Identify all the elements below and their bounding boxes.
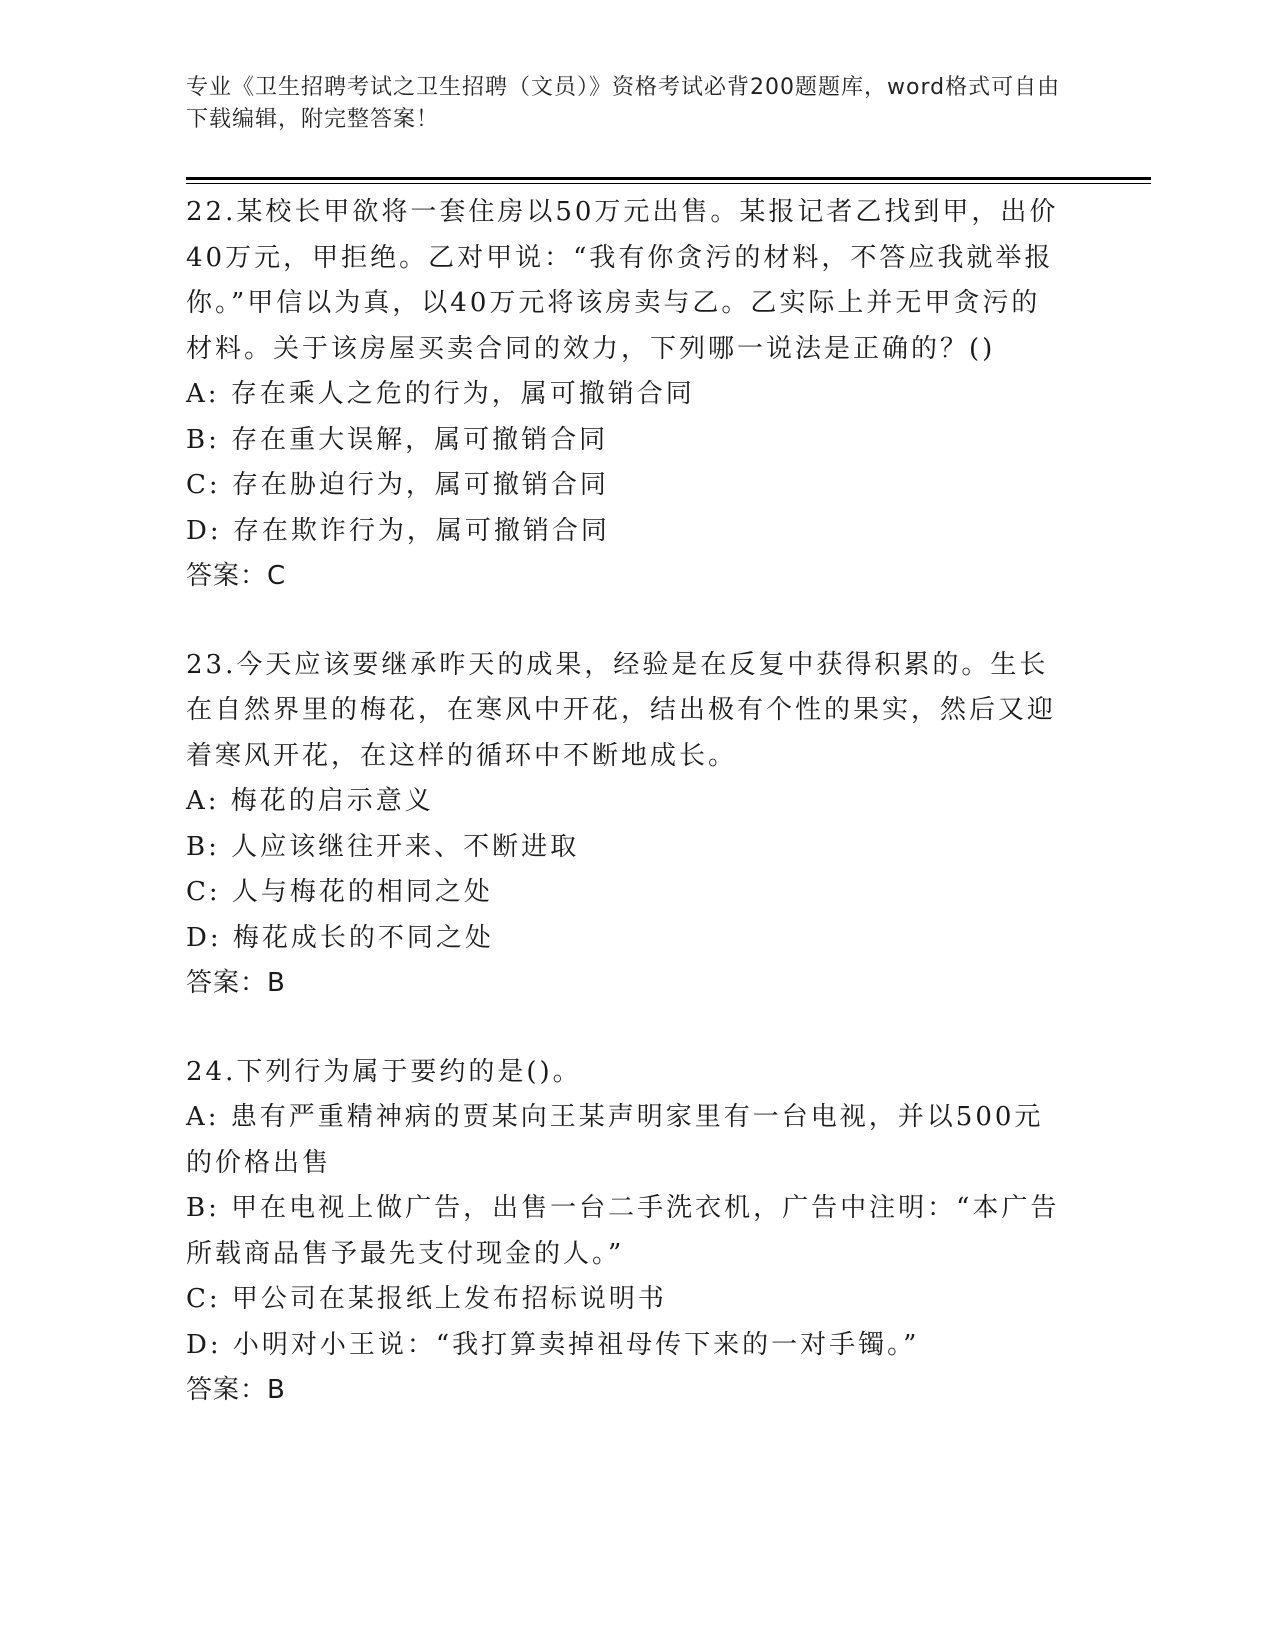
question-stem: 24.下列行为属于要约的是()。	[186, 1056, 582, 1087]
document-header: 专业《卫生招聘考试之卫生招聘（文员）》资格考试必背200题题库，word格式可自由下载编辑，附完整答案！	[186, 75, 1061, 132]
answer-line: 答案：B	[186, 968, 286, 998]
question-stem: 22.某校长甲欲将一套住房以50万元出售。某报记者乙找到甲，出价40万元，甲拒绝。乙对甲说：“我有你贪污的材料，不答应我就举报你。”甲信以为真，以40万元将该房卖与乙。乙实际上并无甲贪污的材料。关于该房屋买卖合同的效力，下列哪一说法是正确的？()	[186, 197, 1059, 364]
option-c: C: 存在胁迫行为，属可撤销合同	[186, 470, 609, 500]
question-list	[186, 190, 1086, 1457]
option-b: B: 存在重大误解，属可撤销合同	[186, 424, 609, 455]
option-c: C: 人与梅花的相同之处	[186, 877, 493, 907]
question-23	[186, 643, 1086, 1007]
option-a: A: 存在乘人之危的行为，属可撤销合同	[186, 379, 695, 409]
option-d: D: 梅花成长的不同之处	[186, 922, 494, 953]
option-a: A: 患有严重精神病的贾某向王某声明家里有一台电视，并以500元的价格出售	[186, 1102, 1044, 1178]
header-divider-thin	[186, 183, 1151, 184]
answer-line: 答案：C	[186, 561, 287, 591]
option-a: A: 梅花的启示意义	[186, 786, 434, 816]
question-24	[186, 1050, 1086, 1414]
question-22	[186, 190, 1086, 600]
option-c: C: 甲公司在某报纸上发布招标说明书	[186, 1284, 667, 1314]
answer-line: 答案：B	[186, 1375, 286, 1405]
question-stem: 23.今天应该要继承昨天的成果，经验是在反复中获得积累的。生长在自然界里的梅花，在寒风中开花，结出极有个性的果实，然后又迎着寒风开花，在这样的循环中不断地成长。	[186, 649, 1057, 771]
option-b: B: 甲在电视上做广告，出售一台二手洗衣机，广告中注明：“本广告所载商品售予最先支付现金的人。”	[186, 1193, 1060, 1269]
option-d: D: 小明对小王说：“我打算卖掉祖母传下来的一对手镯。”	[186, 1329, 920, 1360]
option-b: B: 人应该继往开来、不断进取	[186, 831, 580, 862]
header-divider-thick	[186, 177, 1151, 180]
option-d: D: 存在欺诈行为，属可撤销合同	[186, 515, 610, 546]
